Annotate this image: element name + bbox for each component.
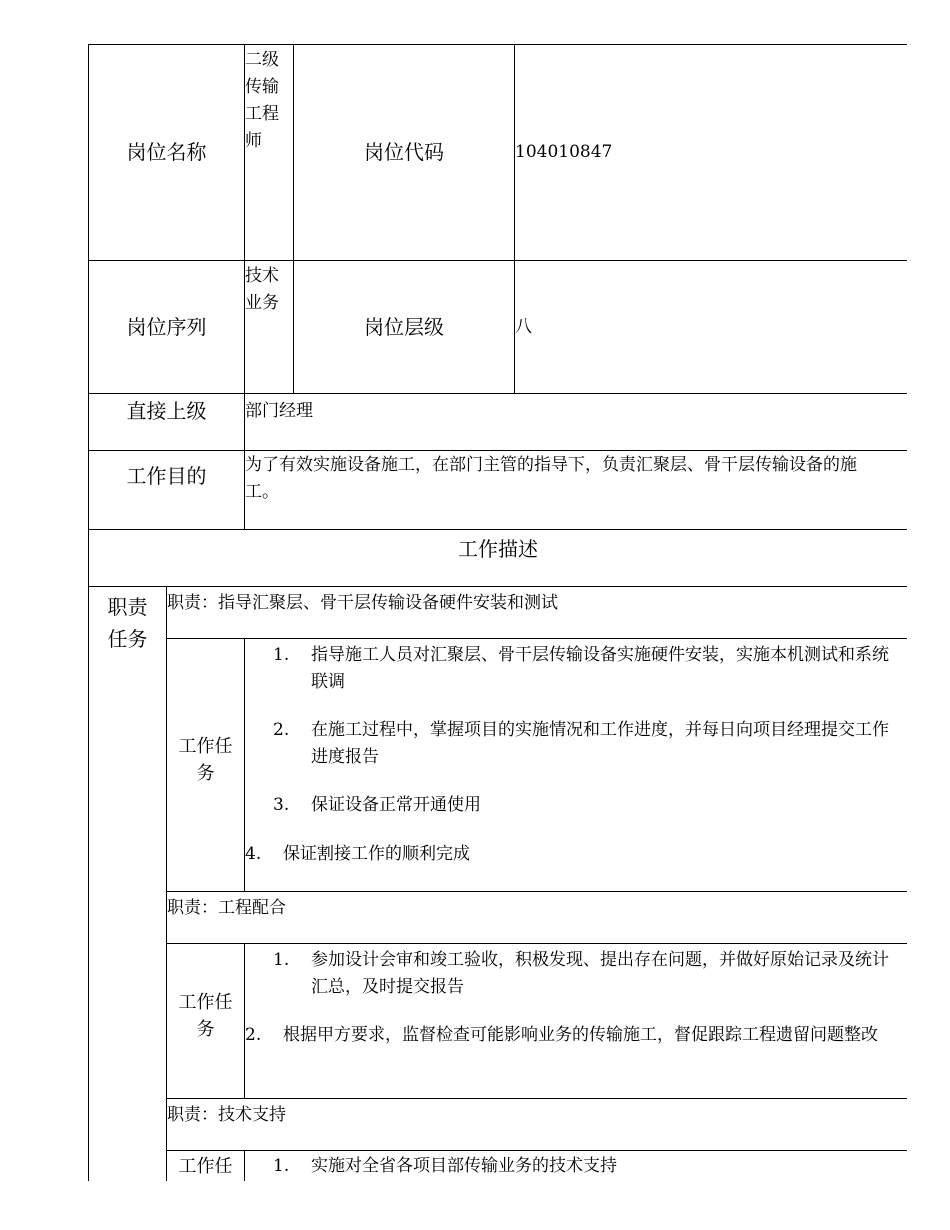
position-level-value: 八 bbox=[515, 261, 908, 394]
task-item: 4. 保证割接工作的顺利完成 bbox=[245, 844, 470, 864]
task-item: 1. 指导施工人员对汇聚层、骨干层传输设备实施硬件安装，实施本机测试和系统联调 bbox=[273, 645, 889, 692]
row-purpose bbox=[89, 451, 908, 530]
row-position-series bbox=[89, 261, 908, 394]
task-item: 1. 实施对全省各项目部传输业务的技术支持 bbox=[273, 1156, 617, 1176]
purpose-value: 为了有效实施设备施工，在部门主管的指导下，负责汇聚层、骨干层传输设备的施工。 bbox=[245, 451, 908, 530]
duty-2-title: 职责：工程配合 bbox=[167, 892, 908, 944]
duty-2-task-list bbox=[245, 944, 908, 1099]
duty-1-title: 职责：指导汇聚层、骨干层传输设备硬件安装和测试 bbox=[167, 587, 908, 639]
row-supervisor bbox=[89, 394, 908, 451]
position-name-value: 二级传输工程师 bbox=[245, 45, 294, 261]
position-level-label: 岗位层级 bbox=[294, 261, 515, 394]
duty-1-tasks-row bbox=[89, 639, 908, 892]
job-description-sheet bbox=[88, 44, 907, 1181]
duty-1-task-list bbox=[245, 639, 908, 892]
duty-3-title-row bbox=[89, 1099, 908, 1151]
description-title: 工作描述 bbox=[89, 530, 908, 587]
duty-1-task-label: 工作任务 bbox=[167, 639, 245, 892]
task-item: 1. 参加设计会审和竣工验收，积极发现、提出存在问题，并做好原始记录及统计汇总，及时提交报告 bbox=[273, 950, 889, 997]
duty-3-task-label: 工作任 bbox=[167, 1151, 245, 1182]
duty-3-title: 职责：技术支持 bbox=[167, 1099, 908, 1151]
supervisor-value: 部门经理 bbox=[245, 394, 908, 451]
duties-label: 职责任务 bbox=[89, 587, 167, 1182]
position-series-value: 技术业务 bbox=[245, 261, 294, 394]
task-item: 2. 在施工过程中，掌握项目的实施情况和工作进度，并每日向项目经理提交工作进度报告 bbox=[273, 720, 889, 767]
position-name-label: 岗位名称 bbox=[89, 45, 245, 261]
duty-3-tasks-row bbox=[89, 1151, 908, 1182]
duty-3-task-list bbox=[245, 1151, 908, 1182]
row-position-name bbox=[89, 45, 908, 261]
position-code-value: 104010847 bbox=[515, 45, 908, 261]
position-series-label: 岗位序列 bbox=[89, 261, 245, 394]
duty-2-title-row bbox=[89, 892, 908, 944]
task-item: 2. 根据甲方要求，监督检查可能影响业务的传输施工，督促跟踪工程遗留问题整改 bbox=[245, 1025, 878, 1045]
duty-2-tasks-row bbox=[89, 944, 908, 1099]
purpose-label: 工作目的 bbox=[89, 451, 245, 530]
task-item: 3. 保证设备正常开通使用 bbox=[273, 795, 481, 815]
position-code-label: 岗位代码 bbox=[294, 45, 515, 261]
supervisor-label: 直接上级 bbox=[89, 394, 245, 451]
duty-1-title-row bbox=[89, 587, 908, 639]
duty-2-task-label: 工作任务 bbox=[167, 944, 245, 1099]
job-description-table bbox=[88, 44, 907, 1181]
row-description-title bbox=[89, 530, 908, 587]
